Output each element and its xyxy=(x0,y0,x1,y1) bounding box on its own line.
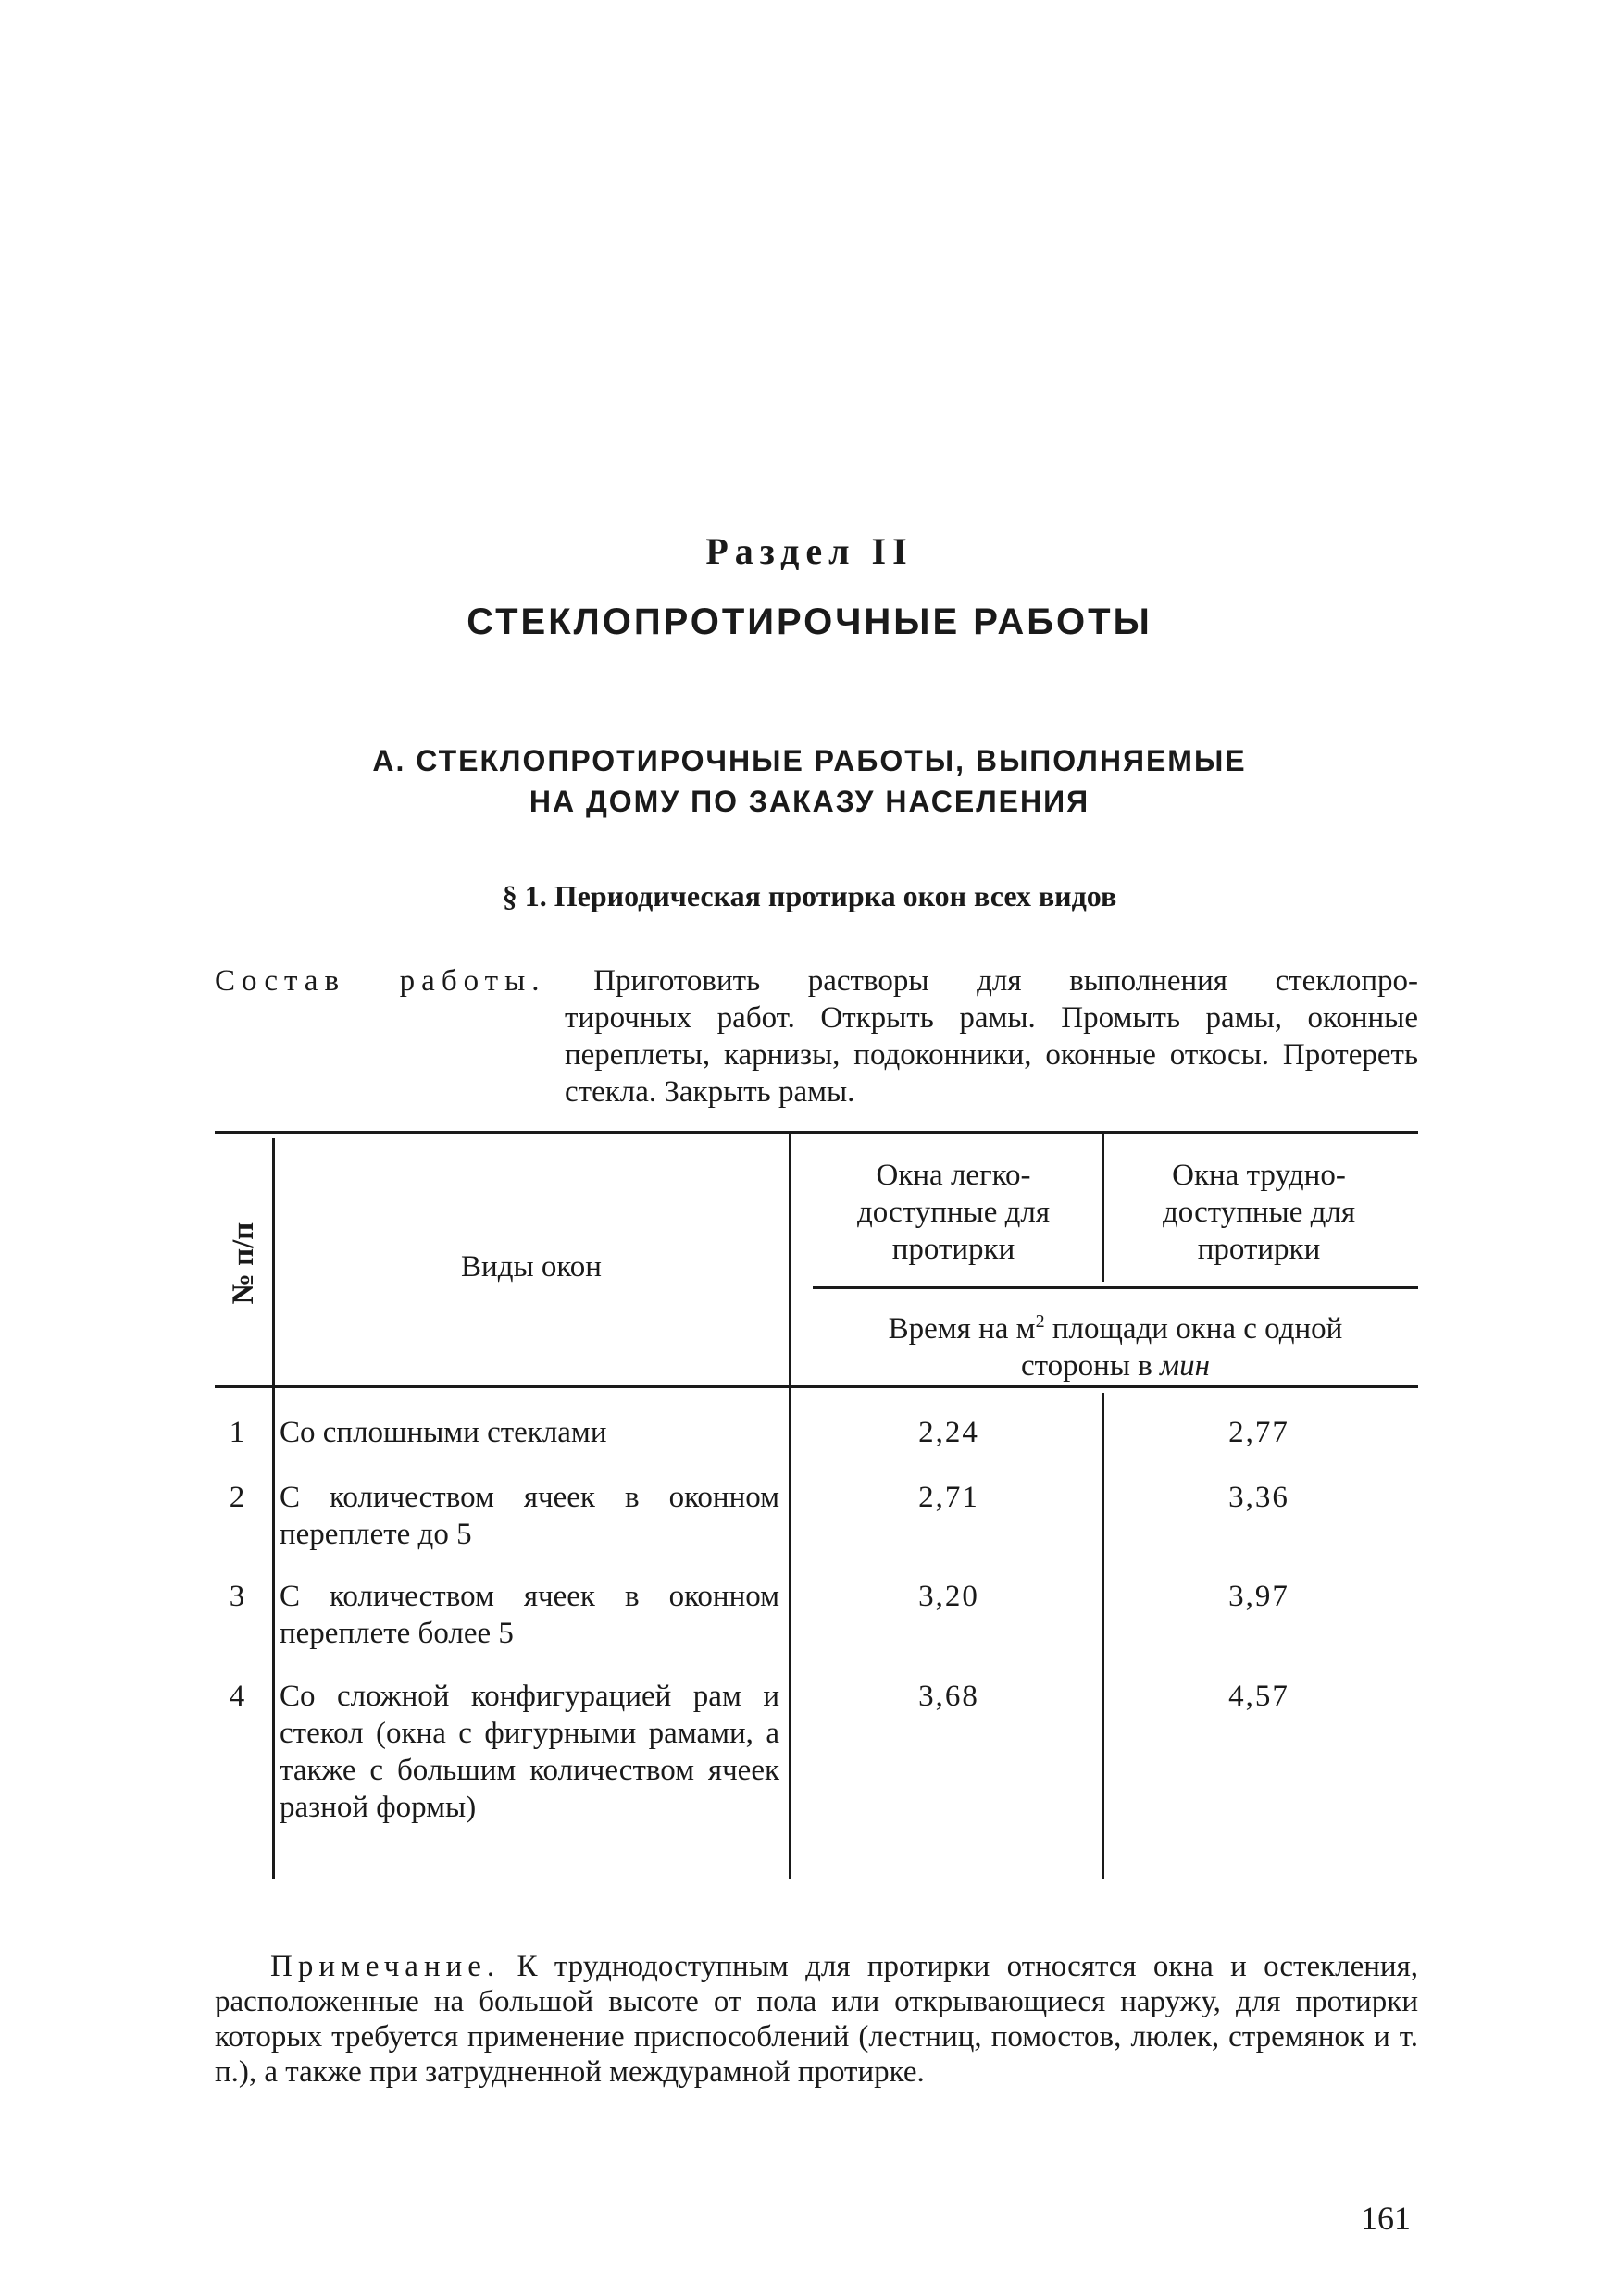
section-title: СТЕКЛОПРОТИРОЧНЫЕ РАБОТЫ xyxy=(467,602,1152,642)
work-composition-label: Состав работы. xyxy=(215,964,546,998)
row-1-type: Со сплошными стеклами xyxy=(280,1416,607,1449)
row-1-number: 1 xyxy=(229,1416,245,1449)
header-window-types: Виды окон xyxy=(461,1250,602,1284)
subsection-title-line2: НА ДОМУ ПО ЗАКАЗУ НАСЕЛЕНИЯ xyxy=(529,785,1090,818)
subsection-title-line1: А. СТЕКЛОПРОТИРОЧНЫЕ РАБОТЫ, ВЫПОЛНЯЕМЫЕ xyxy=(372,744,1247,777)
work-composition-text: тирочных работ. Открыть рамы. Промыть рамы, оконные переплеты, карнизы, подоконники, оконные откосы. Протереть стекла. Закрыть рамы. xyxy=(565,1001,1418,1109)
row-4-number: 4 xyxy=(229,1680,245,1713)
row-3-number: 3 xyxy=(229,1580,245,1613)
note-label: Примечание. xyxy=(270,1950,501,1983)
page-number: 161 xyxy=(1361,2200,1411,2237)
table-vline-easy-header xyxy=(1102,1134,1104,1282)
header-easy-access: Окна легко-доступные для протирки xyxy=(856,1159,1051,1266)
work-composition-first-line xyxy=(215,962,1418,999)
row-2-number: 2 xyxy=(229,1481,245,1514)
table-vline-number xyxy=(272,1138,275,1879)
row-3-type: С количеством ячеек в оконном переплете более 5 xyxy=(280,1580,779,1650)
row-3-hard: 3,97 xyxy=(1228,1580,1289,1613)
header-time-unit-unit: мин xyxy=(1160,1349,1210,1383)
header-time-unit xyxy=(861,1303,1370,1384)
table-header-bottom-rule xyxy=(215,1385,1418,1388)
work-composition-text-line1: Приготовить растворы для выполнения стеклопро- xyxy=(593,964,1418,998)
note-text: К труднодоступным для протирки относятся окна и остекления, расположенные на большой высоте от пола или открывающиеся наружу, для протирки которых требуется применение приспособлений (лестниц, помостов, люлек, стремянок и т. п.), а также при затрудненной междурамной протирке. xyxy=(215,1950,1418,2089)
row-4-easy: 3,68 xyxy=(918,1680,979,1713)
subsection-title xyxy=(0,740,1619,822)
work-composition xyxy=(215,962,1418,1111)
note xyxy=(215,1949,1418,2090)
row-1-hard: 2,77 xyxy=(1228,1416,1289,1449)
row-4-hard: 4,57 xyxy=(1228,1680,1289,1713)
table-vline-types xyxy=(789,1134,791,1879)
row-4-type: Со сложной конфигурацией рам и стекол (окна с фигурными рамами, а также с большим количеством ячеек разной формы) xyxy=(280,1680,779,1824)
header-time-unit-prefix: Время на м xyxy=(888,1312,1036,1346)
table-vline-easy-body xyxy=(1102,1393,1104,1879)
header-time-unit-sup: 2 xyxy=(1035,1311,1045,1332)
paragraph-heading: § 1. Периодическая протирка окон всех видов xyxy=(502,879,1117,912)
row-1-easy: 2,24 xyxy=(918,1416,979,1449)
row-3-easy: 3,20 xyxy=(918,1580,979,1613)
table-top-rule xyxy=(215,1131,1418,1134)
header-time-unit-mid: площади окна с одной стороны в xyxy=(1021,1312,1343,1383)
row-2-easy: 2,71 xyxy=(918,1481,979,1514)
table-subheader-rule xyxy=(813,1286,1418,1289)
section-label: Раздел II xyxy=(705,530,914,572)
header-hard-access: Окна трудно-доступные для протирки xyxy=(1162,1159,1356,1266)
row-2-hard: 3,36 xyxy=(1228,1481,1289,1514)
header-number: № п/п xyxy=(227,1222,260,1305)
row-2-type: С количеством ячеек в оконном переплете до 5 xyxy=(280,1481,779,1551)
